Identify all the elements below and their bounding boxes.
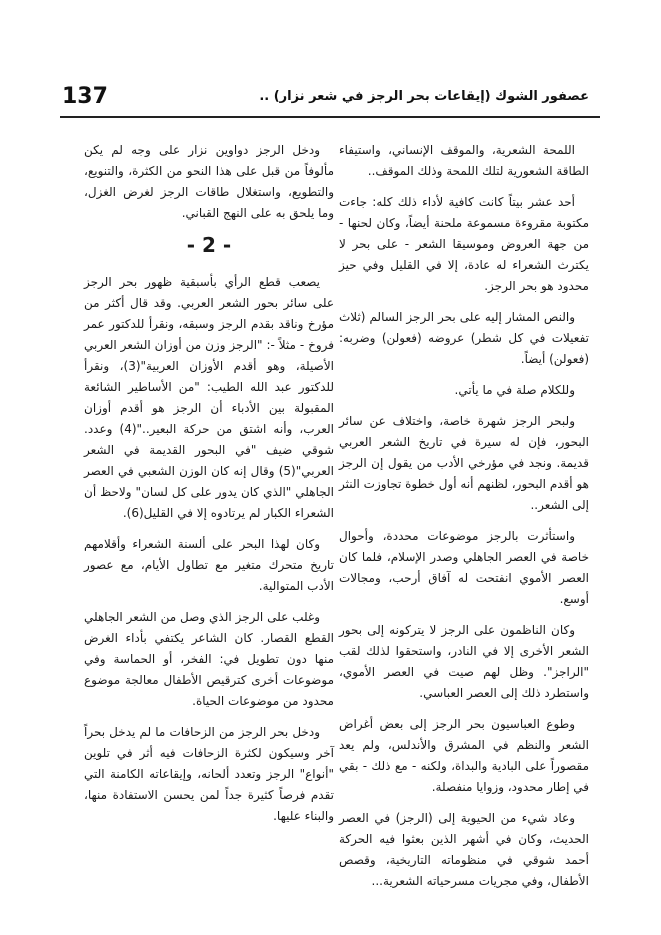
paragraph: وكان لهذا البحر على ألسنة الشعراء وأقلامهم تاريخ متحرك متغير مع تطاول الأيام، مع عصور الأدب المتوالية. — [84, 537, 334, 593]
paragraph: وللكلام صلة في ما يأتي. — [454, 383, 575, 397]
paragraph: اللمحة الشعرية، والموقف الإنساني، واستيفاء الطاقة الشعورية لتلك اللمحة وذلك الموقف.. — [339, 143, 589, 178]
paragraph: وكان الناظمون على الرجز لا يتركونه إلى بحور الشعر الأخرى إلا في النادر، واستحقوا لذلك لقب "الراجز". وظل لهم صيت في العصر الأموي، واستطرد ذلك إلى العصر العباسي. — [339, 623, 589, 700]
section-number: - 2 - — [186, 233, 232, 257]
paragraph: ولبحر الرجز شهرة خاصة، واختلاف عن سائر البحور، فإن له سيرة في تاريخ الشعر العربي قديمة. ونجد في مؤرخي الأدب من يقول إن الرجز هو أقدم البحور، لظنهم أنه أول خطوة تجاوزت النثر إلى الشعر.. — [339, 414, 589, 512]
right-column — [339, 140, 589, 902]
paragraph: وعاد شيء من الحيوية إلى (الرجز) في العصر الحديث، وكان في أشهر الذين بعثوا فيه الحركة أحمد شوقي في منظوماته التاريخية، وقصص الأطفال، وفي مجريات مسرحياته الشعرية... — [339, 811, 589, 888]
paragraph: ودخل بحر الرجز من الزحافات ما لم يدخل بحراً آخر وسيكون لكثرة الزحافات فيه أثر في تلوين "أنواع" الرجز وتعدد ألحانه، وإيقاعاته الكامنة التي تقدم فرصاً كثيرة جداً لمن يحسن الاستفادة منها، والبناء عليها. — [84, 725, 334, 823]
paragraph: ودخل الرجز دواوين نزار على وجه لم يكن مألوفاً من قبل على هذا النحو من الكثرة، والتنويع، والتطويع، واستغلال طاقات الرجز لغرض الغزل، وما يلحق به على النهج القباني. — [84, 143, 334, 220]
paragraph: وطوع العباسيون بحر الرجز إلى بعض أغراض الشعر والنظم في المشرق والأندلس، ولم يعد مقصوراً على البادية والبداة، ولكنه - مع ذلك - بقي في إطار محدود، وزوايا منفصلة. — [339, 717, 589, 794]
paragraph: وغلب على الرجز الذي وصل من الشعر الجاهلي القطع القصار. كان الشاعر يكتفي بأداء الغرض منها دون تطويل في: الفخر، أو الحماسة وفي موضوعات أخرى كترقيص الأطفال معالجة موضوع محدود من موضوعات الحياة. — [84, 610, 334, 708]
paragraph: واستأثرت بالرجز موضوعات محددة، وأحوال خاصة في العصر الجاهلي وصدر الإسلام، فلما كان العصر الأموي انفتحت له آفاق أرحب، ومجالات أوسع. — [339, 529, 589, 606]
paragraph: أحد عشر بيتاً كانت كافية لأداء ذلك كله: جاءت مكتوبة مقروءة مسموعة ملحنة أيضاً، وكان لحنها - من جهة العروض وموسيقا الشعر - على بحر لا يكترث الشعراء له عادة، إلا في القليل وفي حيز محدود هو بحر الرجز. — [339, 195, 589, 293]
paragraph: يصعب قطع الرأي بأسبقية ظهور بحر الرجز على سائر بحور الشعر العربي. وقد قال أكثر من مؤرخ وناقد بقدم الرجز وسبقه، ونقرأ للدكتور عمر فروخ - مثلاً -: "الرجز وزن من أوزان الشعر العربي الأصيلة، وهو أقدم الأوزان العربية"(3)، ونقرأ للدكتور عبد الله الطيب: "من الأساطير الشائعة المقبولة بين الأدباء أن الرجز هو أقدم أوزان العرب، وأنه اشتق من حركة البعير.."(4) وعدد. شوقي ضيف "في البحور القديمة في الشعر العربي"(5) وقال إنه كان الوزن الشعبي في العصر الجاهلي "الذي كان يدور على كل لسان" ولاحظ أن الشعراء الكبار لم يرتادوه إلا في القليل(6). — [84, 275, 334, 520]
header-rule — [60, 116, 600, 118]
running-head: عصفور الشوك (إيقاعات بحر الرجز في شعر نزار) .. — [259, 89, 589, 104]
paragraph: والنص المشار إليه على بحر الرجز السالم (ثلاث تفعيلات في كل شطر) عروضه (فعولن) وضربه: (فعولن) أيضاً. — [339, 310, 589, 366]
page-number: 137 — [62, 84, 108, 109]
left-column — [84, 140, 334, 837]
